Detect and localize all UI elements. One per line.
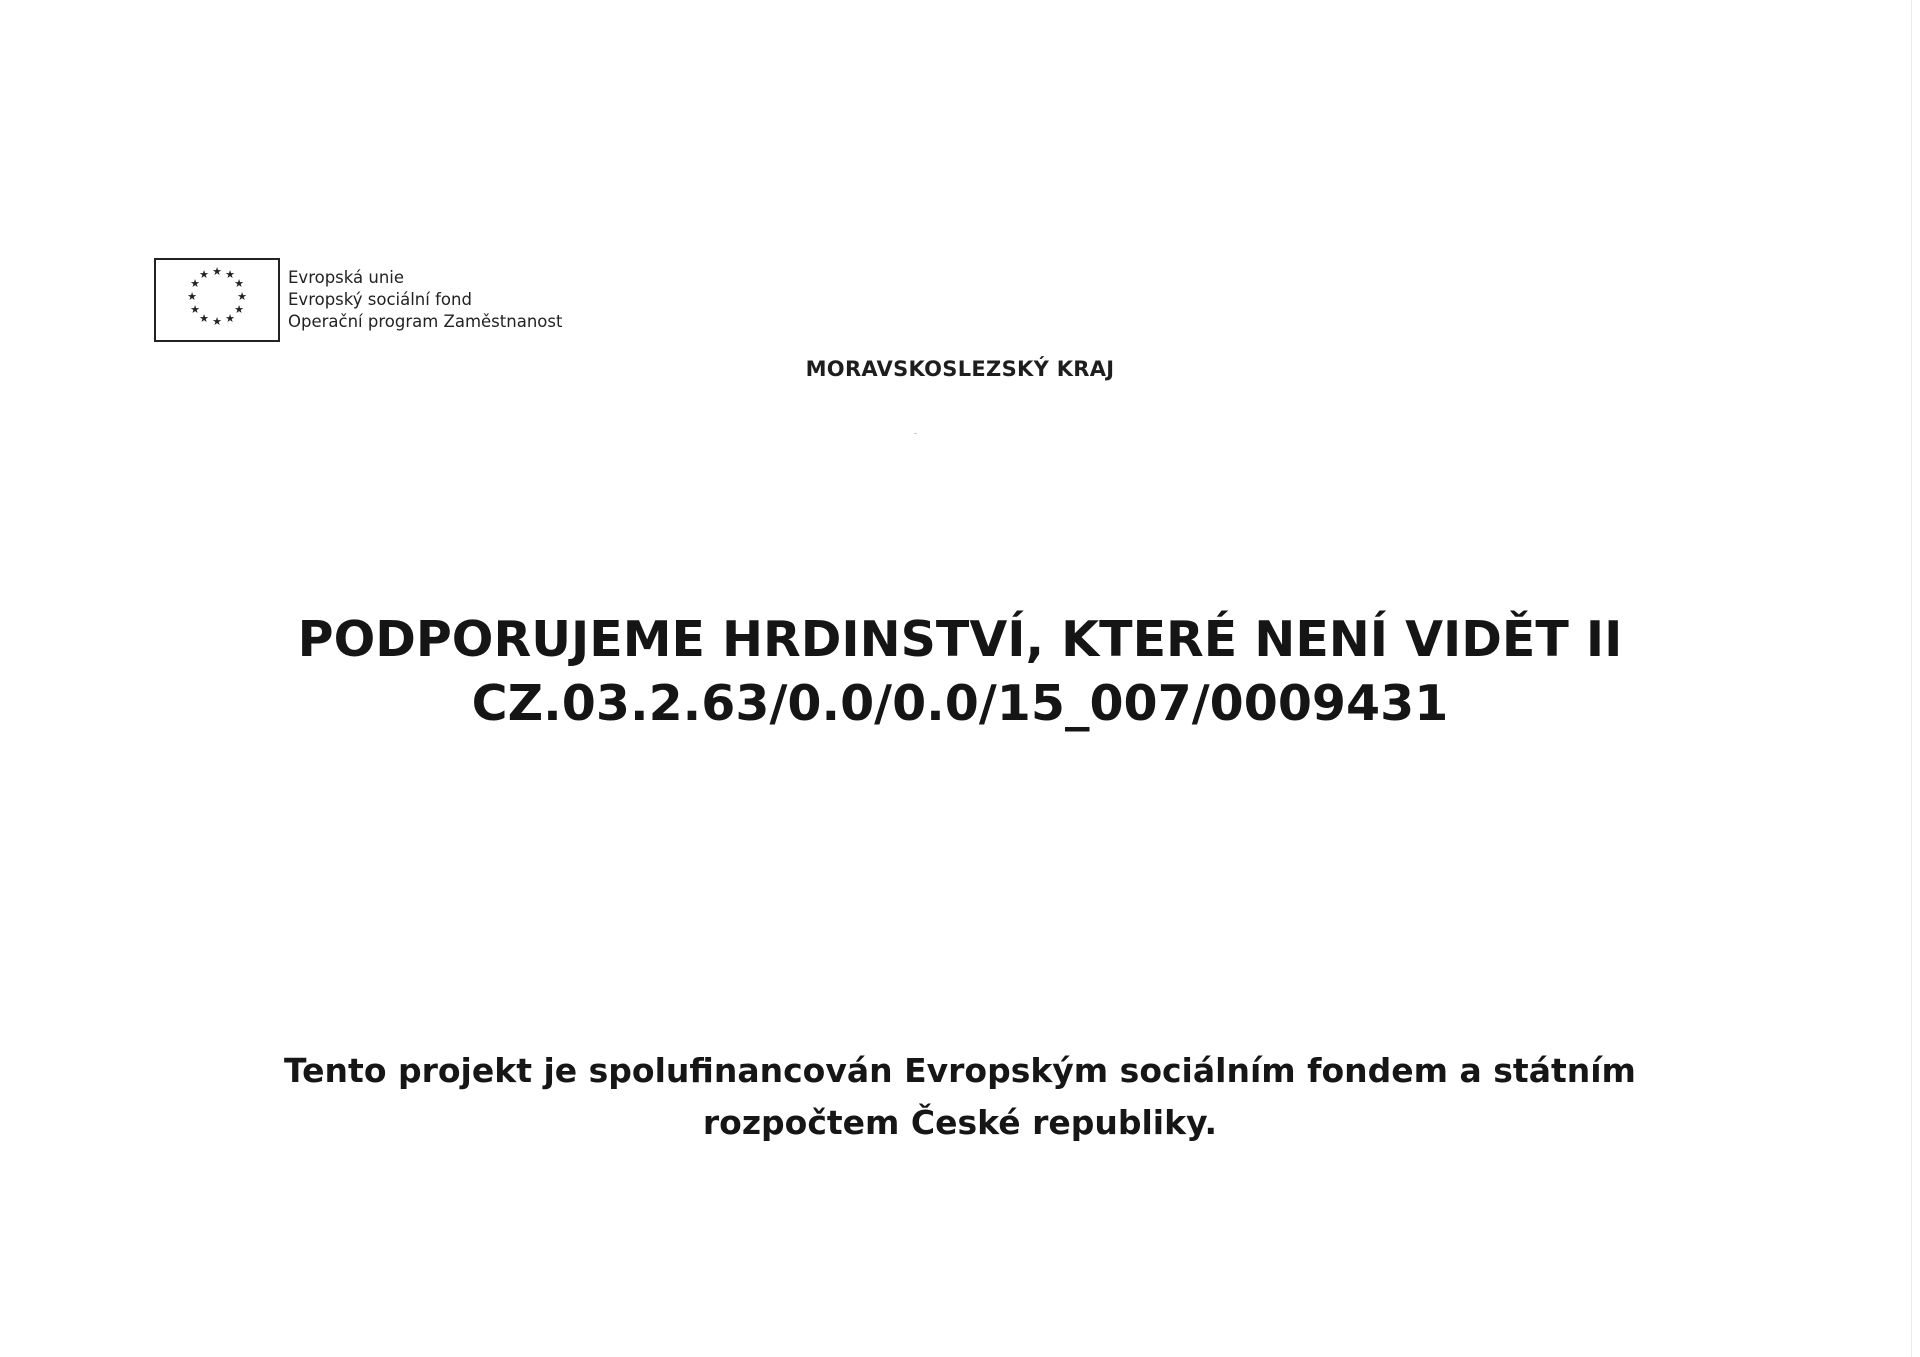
eu-logo-text — [288, 258, 562, 333]
scan-speck — [914, 433, 917, 434]
svg-text:★: ★ — [234, 277, 244, 290]
svg-text:★: ★ — [190, 303, 200, 316]
project-title-block — [0, 608, 1920, 736]
funding-note-line-2: rozpočtem České republiky. — [702, 1103, 1218, 1142]
funding-note — [0, 1045, 1920, 1149]
project-title: PODPORUJEME HRDINSTVÍ, KTERÉ NENÍ VIDĚT II — [297, 611, 1623, 668]
svg-text:★: ★ — [234, 303, 244, 316]
svg-text:★: ★ — [187, 290, 197, 303]
eu-line-union: Evropská unie — [288, 268, 405, 287]
svg-text:★: ★ — [225, 268, 235, 281]
project-code: CZ.03.2.63/0.0/0.0/15_007/0009431 — [471, 675, 1449, 732]
eu-flag-icon — [154, 258, 280, 342]
svg-text:★: ★ — [237, 290, 247, 303]
funding-note-line-1: Tento projekt je spolufinancován Evropským sociálním fondem a státním — [284, 1051, 1636, 1090]
svg-text:★: ★ — [212, 265, 222, 278]
svg-text:★: ★ — [190, 277, 200, 290]
eu-line-programme: Operační program Zaměstnanost — [288, 312, 563, 331]
eu-line-fund: Evropský sociální fond — [288, 290, 472, 309]
eu-stars-icon — [177, 263, 257, 337]
region-heading: MORAVSKOSLEZSKÝ KRAJ — [805, 357, 1115, 381]
svg-text:★: ★ — [199, 268, 209, 281]
eu-logo-block — [154, 258, 562, 342]
svg-text:★: ★ — [199, 312, 209, 325]
svg-text:★: ★ — [225, 312, 235, 325]
svg-text:★: ★ — [212, 315, 222, 328]
